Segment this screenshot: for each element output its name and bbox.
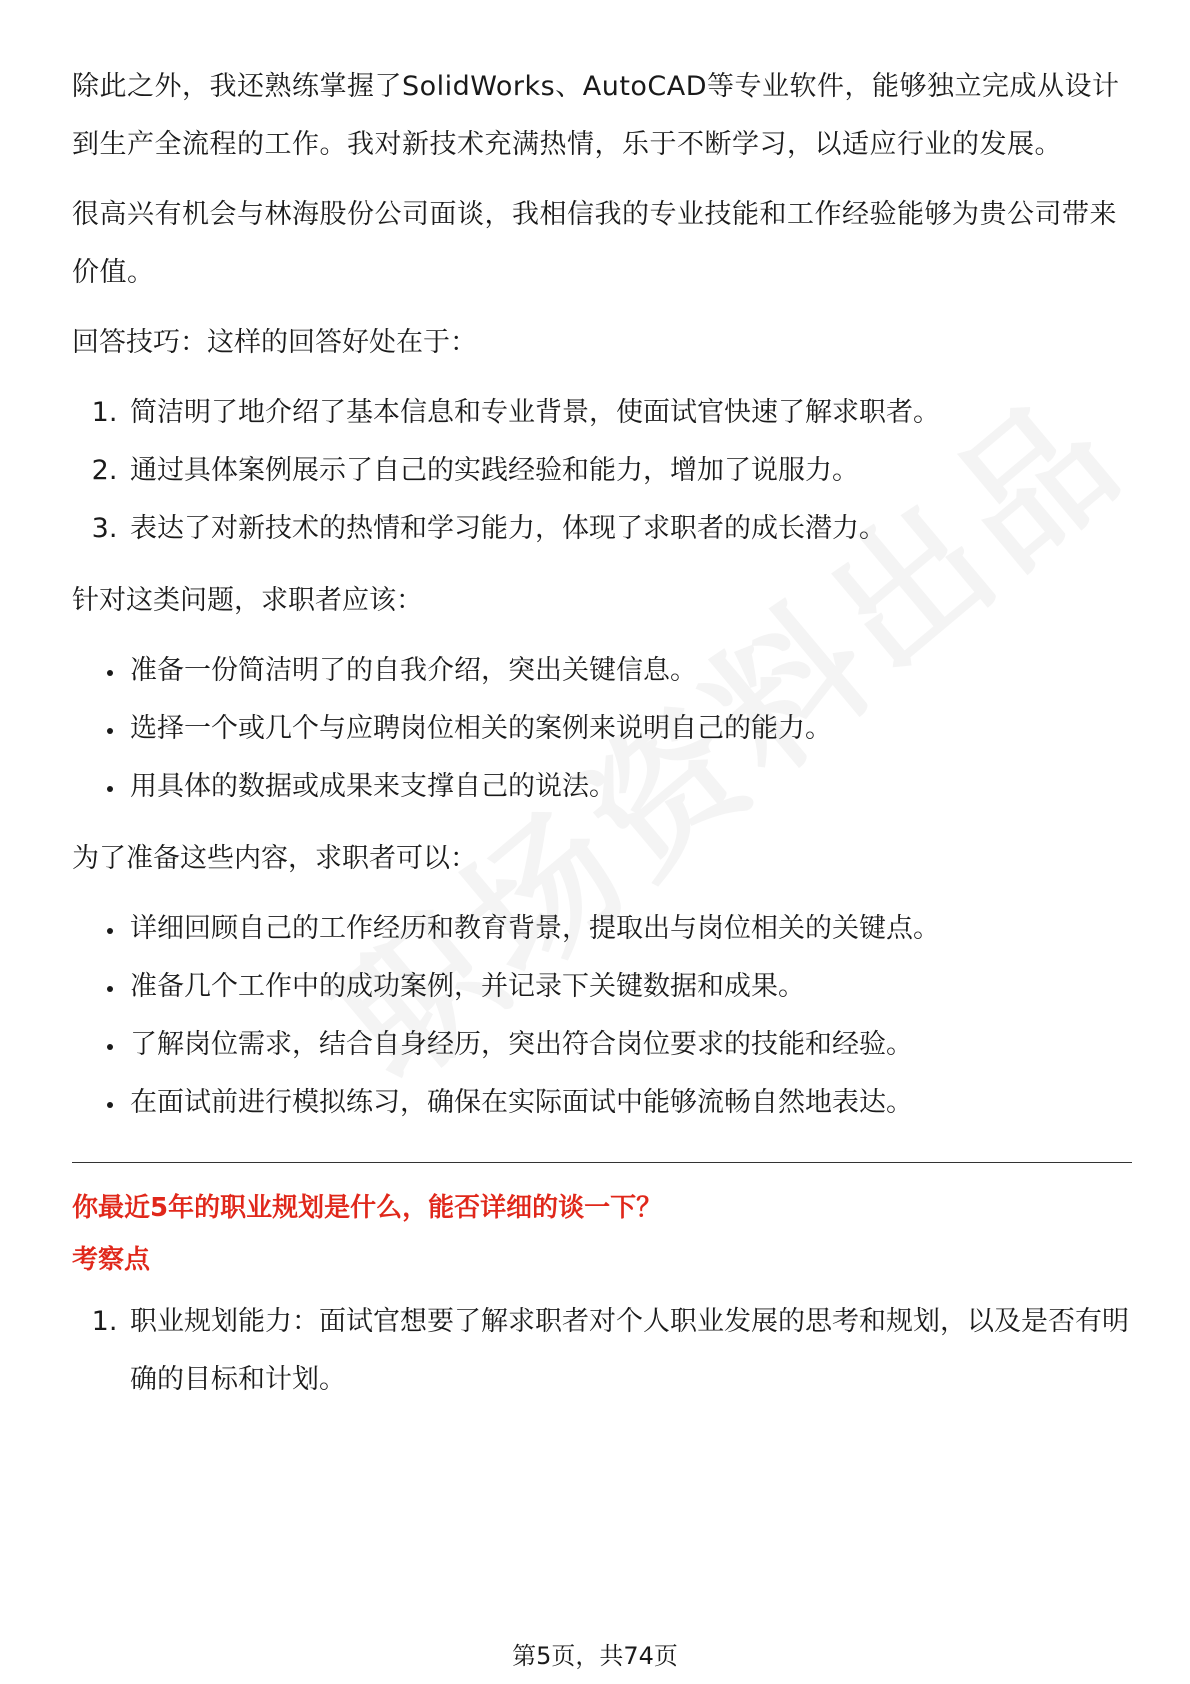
list-item: 1. 职业规划能力：面试官想要了解求职者对个人职业发展的思考和规划，以及是否有明确的目标和计划。 (126, 1293, 1132, 1409)
tips-lead: 回答技巧：这样的回答好处在于： (72, 327, 477, 358)
should-lead: 针对这类问题，求职者应该： (72, 585, 423, 616)
list-item: 3. 表达了对新技术的热情和学习能力，体现了求职者的成长潜力。 (126, 500, 1132, 558)
section-divider (72, 1162, 1132, 1163)
question-heading: 你最近5年的职业规划是什么，能否详细的谈一下？ (72, 1193, 663, 1223)
page-number: 第5页，共74页 (512, 1642, 678, 1670)
tips-list (72, 384, 1132, 558)
should-list (72, 642, 1132, 816)
list-item: • 准备几个工作中的成功案例，并记录下关键数据和成果。 (126, 958, 1132, 1016)
list-item: 1. 简洁明了地介绍了基本信息和专业背景，使面试官快速了解求职者。 (126, 384, 1132, 442)
intro-paragraph: 很高兴有机会与林海股份公司面谈，我相信我的专业技能和工作经验能够为贵公司带来价值。 (72, 199, 1117, 288)
list-item: • 准备一份简洁明了的自我介绍，突出关键信息。 (126, 642, 1132, 700)
list-item: • 在面试前进行模拟练习，确保在实际面试中能够流畅自然地表达。 (126, 1074, 1132, 1132)
evaluation-list (72, 1293, 1132, 1409)
prepare-lead: 为了准备这些内容，求职者可以： (72, 843, 477, 874)
prepare-list (72, 900, 1132, 1132)
document-body (72, 58, 1132, 1423)
list-item: • 详细回顾自己的工作经历和教育背景，提取出与岗位相关的关键点。 (126, 900, 1132, 958)
list-item: • 了解岗位需求，结合自身经历，突出符合岗位要求的技能和经验。 (126, 1016, 1132, 1074)
list-item: • 选择一个或几个与应聘岗位相关的案例来说明自己的能力。 (126, 700, 1132, 758)
intro-paragraph: 除此之外，我还熟练掌握了SolidWorks、AutoCAD等专业软件，能够独立完成从设计到生产全流程的工作。我对新技术充满热情，乐于不断学习，以适应行业的发展。 (72, 71, 1120, 160)
evaluation-label: 考察点 (72, 1245, 151, 1275)
list-item: 2. 通过具体案例展示了自己的实践经验和能力，增加了说服力。 (126, 442, 1132, 500)
list-item: • 用具体的数据或成果来支撑自己的说法。 (126, 758, 1132, 816)
